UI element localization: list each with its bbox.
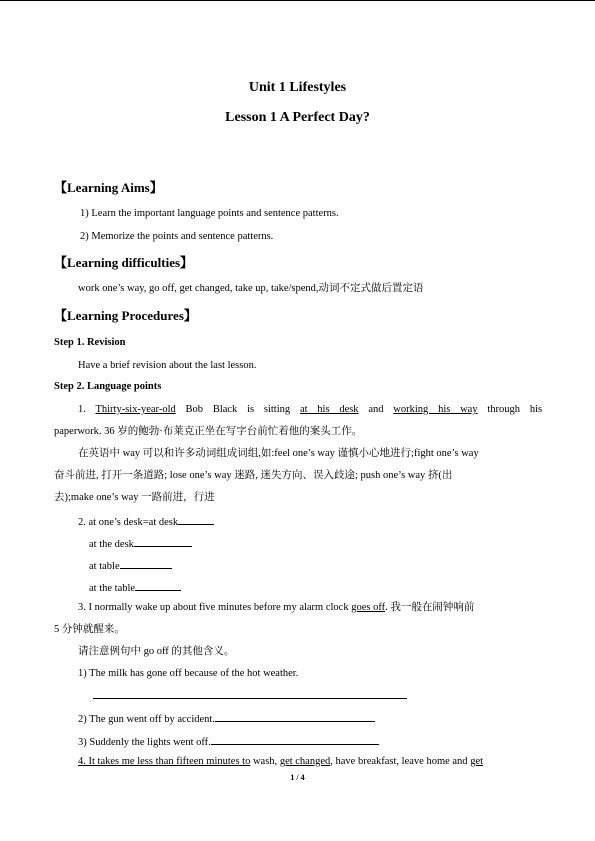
page-title: Unit 1 Lifestyles	[248, 80, 347, 95]
difficulties-heading: 【Learning difficulties】	[54, 255, 194, 270]
point3-line1: 3. I normally wake up about five minutes before my alarm clock goes off. 我一般在闹钟响前	[78, 602, 475, 613]
answer-blank[interactable]	[135, 580, 181, 591]
aim-item-2: 2) Memorize the points and sentence patterns.	[80, 231, 274, 242]
lesson-title: Lesson 1 A Perfect Day?	[225, 110, 370, 125]
point1-cn-line2: 奋斗前进, 打开一条道路; lose one’s way 迷路, 迷失方向、误入歧途; push one’s way 挤(出	[54, 470, 453, 481]
answer-blank[interactable]	[120, 558, 172, 569]
top-rule	[0, 0, 595, 1]
step2-title: Step 2. Language points	[54, 381, 162, 392]
procedures-heading: 【Learning Procedures】	[54, 308, 197, 323]
point3-line2: 5 分钟就醒来。	[54, 624, 125, 635]
step1-title: Step 1. Revision	[54, 337, 126, 348]
point2-line2: at the desk	[89, 536, 192, 552]
point2-line3: at table	[89, 558, 172, 574]
point1-line1: 1. Thirty-six-year-old Bob Black is sitting at his desk and working his way through his	[78, 404, 543, 415]
answer-blank[interactable]	[178, 514, 214, 525]
point2-line1: 2. at one’s desk=at desk	[78, 514, 214, 530]
point1-line2: paperwork. 36 岁的鲍勃·布莱克正坐在写字台前忙着他的案头工作。	[54, 426, 363, 437]
point4-line1: 4. It takes me less than fifteen minutes to wash, get changed, have breakfast, leave home and get	[78, 756, 484, 767]
point3-note: 请注意例句中 go off 的其他含义。	[78, 646, 235, 657]
answer-blank[interactable]	[93, 688, 407, 699]
answer-blank[interactable]	[211, 734, 379, 745]
point3-example-3: 3) Suddenly the lights went off.	[78, 734, 379, 750]
answer-blank[interactable]	[215, 711, 375, 722]
difficulties-text: work one’s way, go off, get changed, take up, take/spend,动词不定式做后置定语	[78, 283, 424, 294]
point3-example-2: 2) The gun went off by accident.	[78, 711, 375, 727]
point1-cn-line3: 去);make one’s way 一路前进，行进	[54, 492, 215, 503]
point1-cn-line1: 在英语中 way 可以和许多动词组成词组,如:feel one’s way 谨慎小心地进行;fight one’s way	[78, 448, 479, 459]
point2-line4: at the table	[89, 580, 181, 596]
aims-heading: 【Learning Aims】	[54, 180, 163, 195]
aim-item-1: 1) Learn the important language points and sentence patterns.	[80, 208, 339, 219]
answer-blank[interactable]	[134, 536, 192, 547]
page-number: 1 / 4	[290, 773, 305, 782]
step1-text: Have a brief revision about the last lesson.	[78, 360, 257, 371]
point3-example-1: 1) The milk has gone off because of the hot weather.	[78, 668, 299, 679]
